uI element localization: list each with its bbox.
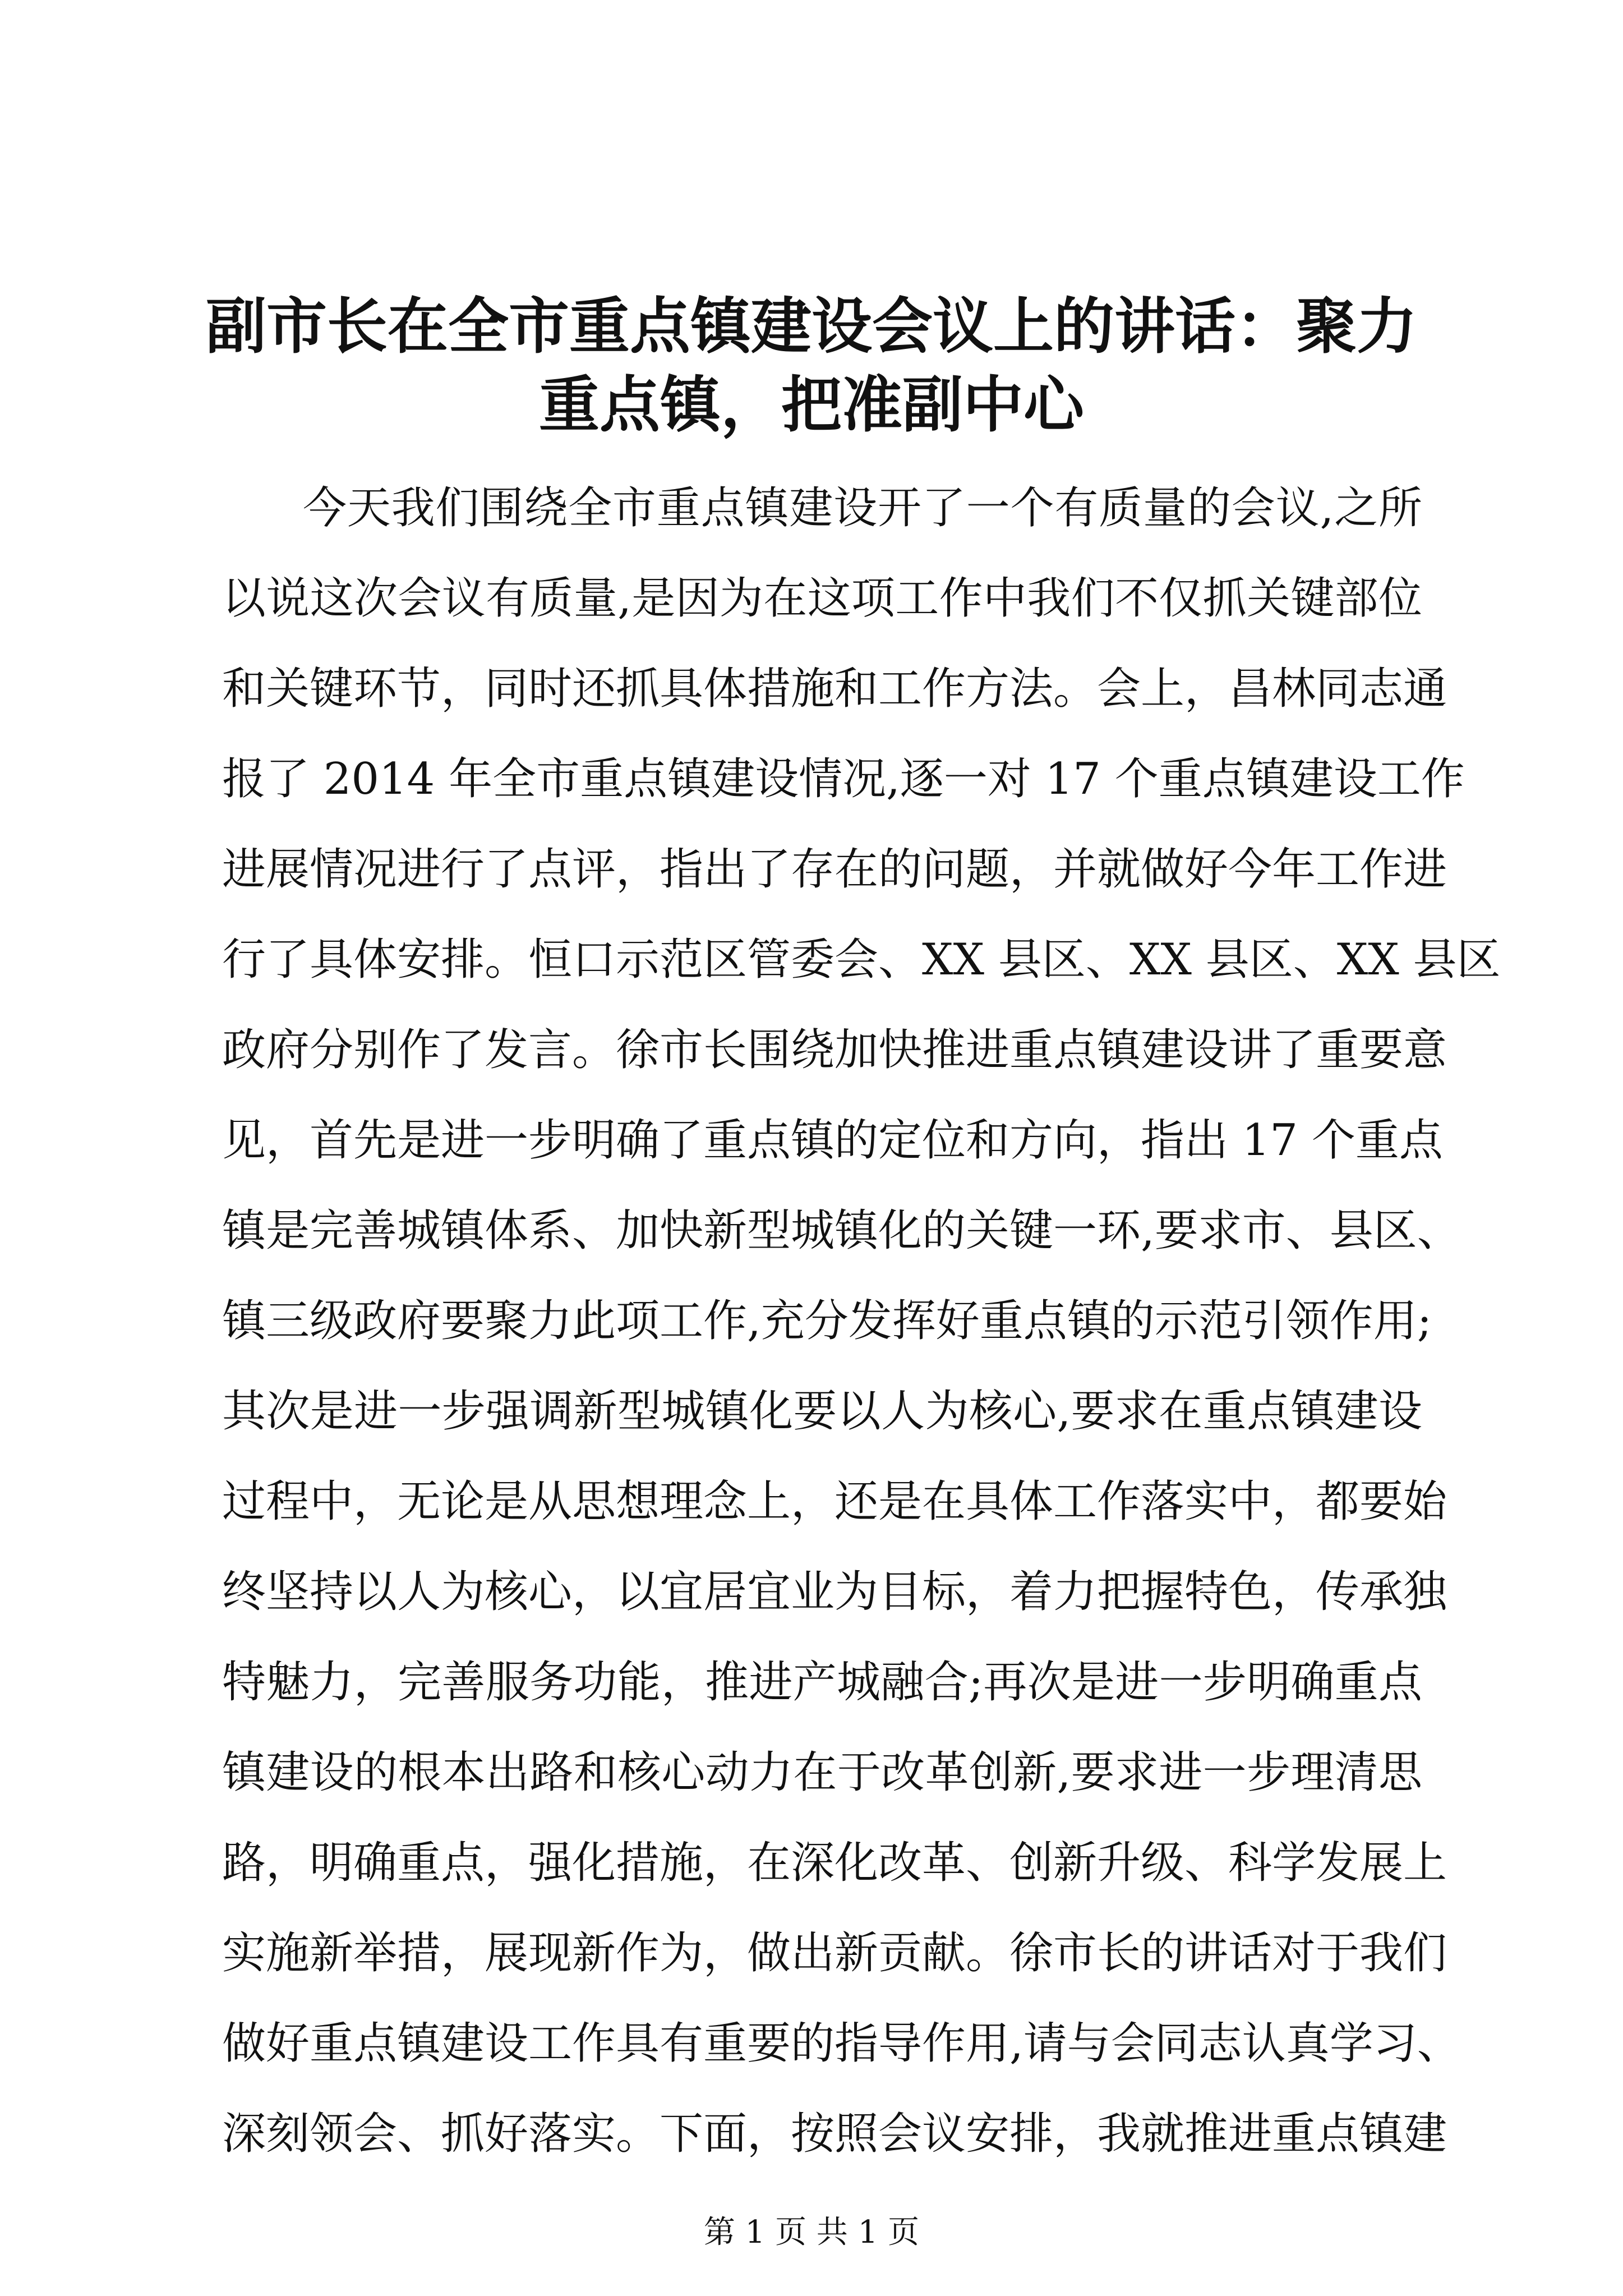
body-line: 和关键环节，同时还抓具体措施和工作方法。会上，昌林同志通 <box>222 664 1447 714</box>
body-line: 实施新举措，展现新作为，做出新贡献。徐市长的讲话对于我们 <box>222 1928 1447 1978</box>
body-line: 见，首先是进一步明确了重点镇的定位和方向，指出 17 个重点 <box>222 1115 1443 1166</box>
body-line: 镇建设的根本出路和核心动力在于改革创新,要求进一步理清思 <box>222 1747 1422 1798</box>
body-line: 镇是完善城镇体系、加快新型城镇化的关键一环,要求市、县区、 <box>222 1205 1461 1256</box>
page-number-footer: 第 1 页 共 1 页 <box>703 2214 920 2251</box>
document-title-line-1: 副市长在全市重点镇建设会议上的讲话：聚力 <box>205 291 1417 362</box>
body-line: 镇三级政府要聚力此项工作,充分发挥好重点镇的示范引领作用; <box>222 1296 1432 1346</box>
body-line: 做好重点镇建设工作具有重要的指导作用,请与会同志认真学习、 <box>222 2018 1461 2069</box>
body-line: 深刻领会、抓好落实。下面，按照会议安排，我就推进重点镇建 <box>222 2109 1447 2159</box>
body-line: 以说这次会议有质量,是因为在这项工作中我们不仅抓关键部位 <box>222 573 1422 624</box>
body-line: 进展情况进行了点评，指出了存在的问题，并就做好今年工作进 <box>222 844 1447 895</box>
document-title-line-2: 重点镇，把准副中心 <box>538 370 1084 440</box>
body-line: 过程中，无论是从思想理念上，还是在具体工作落实中，都要始 <box>222 1476 1447 1527</box>
body-line: 终坚持以人为核心，以宜居宜业为目标，着力把握特色，传承独 <box>222 1567 1447 1617</box>
body-line: 今天我们围绕全市重点镇建设开了一个有质量的会议,之所 <box>303 483 1422 533</box>
body-line: 其次是进一步强调新型城镇化要以人为核心,要求在重点镇建设 <box>222 1386 1422 1437</box>
body-line: 报了 2014 年全市重点镇建设情况,逐一对 17 个重点镇建设工作 <box>222 754 1465 804</box>
body-line: 路，明确重点，强化措施，在深化改革、创新升级、科学发展上 <box>222 1838 1447 1888</box>
body-line: 特魅力，完善服务功能，推进产城融合;再次是进一步明确重点 <box>222 1657 1422 1708</box>
body-line: 政府分别作了发言。徐市长围绕加快推进重点镇建设讲了重要意 <box>222 1025 1447 1075</box>
body-line: 行了具体安排。恒口示范区管委会、XX 县区、XX 县区、XX 县区 <box>222 935 1501 985</box>
